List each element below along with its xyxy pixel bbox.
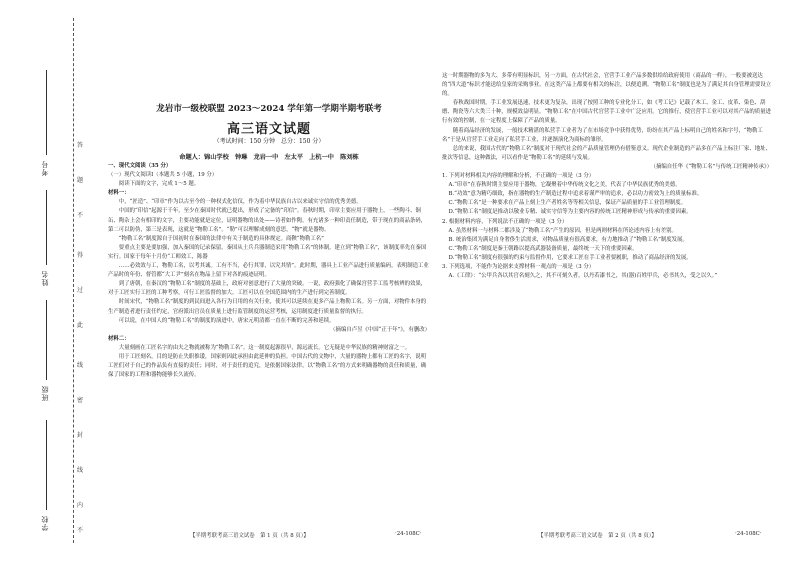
paragraph: （一）现代文阅读Ⅰ（本题共 5 小题，19 分）: [108, 172, 218, 179]
paragraph: 大量刻画在工匠名字的由夫之物就被称为“物勒工名”。这一制度起源很早，源远流长。它无疑是中华民族的精神财富之一。: [118, 344, 411, 351]
seal-char: 答: [77, 142, 84, 149]
paragraph: D.“物勒工名”制度是推动以敬业专精、诚实守信等为主要内容的传统工匠精神形成与传承的重要因素。: [448, 209, 692, 216]
footer-right-title: 【半期考联考高三语文试卷 第 2 页（共 8 页）】: [538, 533, 657, 539]
seal-line: [73, 18, 74, 543]
paragraph: B.“功效”意为精巧细致，指在器物的生产制造过程中追求着谨严审的追求，必以功力密效为上的质量标准。: [448, 191, 703, 198]
seal-char: 线: [77, 467, 84, 474]
paragraph: 中，“匠造”、“印章”作为以古至今的一种权式化信仪，作为着中华民族自古以来诚实守信的优秀美德。: [118, 199, 362, 206]
seal-char: 此: [77, 322, 84, 329]
paragraph: 阅读下面的文字，完成 1～5 题。: [118, 181, 200, 188]
banji-field[interactable]: [46, 300, 47, 380]
xuexiao-label: 学校: [41, 515, 49, 531]
setters: 命题人：锦山学校 钟琳 龙岩一中 左太平 上杭一中 陈刘栋: [179, 154, 359, 161]
xingming-label: 姓名: [41, 270, 49, 286]
paragraph: 时间宋代，“物勒工名”制度的到民间进入各行为日用的有关行业，使其可以延续在更多产品上物勒工名。另一方面，对物件本身的生产制造者进行责任约定，官府派出官员在质量上进行监管制度的运营考核，运用制度进行质量监督的执行。: [108, 299, 427, 315]
exam-line: 龙岩市一级校联盟 2023～2024 学年第一学期半期考联考: [156, 104, 382, 114]
footer-right-code: ·24-108C·: [735, 531, 762, 537]
paragraph: 中国的“印信”起源于千年，至少在秦国时代就已提出，形成了完备的“印信”。春秋时期，印章主要应用于器物上，一些陶斗、铜缶、陶杂上会有相印的文字，主要功能就是定位，证明器物的出处——诗者如作陶。有充诸多一种印责任制造，带于现在的商品条码，第二可以防伪，第三是表现，这就是“物勒工名”。“勒”可以理解成刻的意思，“物”就是器物。: [108, 208, 427, 233]
kaohao-field[interactable]: [46, 70, 47, 155]
xingming-field[interactable]: [46, 190, 47, 265]
paragraph: A.《工律》：“公甲兵各以其官名刻久之，其不可刻久者，以丹若漆书之，其(器)百姓甲兵，必书其久，受之以久。”: [448, 273, 718, 280]
seal-char: 不: [77, 212, 84, 219]
paragraph: （摘编自任华《“物勒工名”与传统工匠精神传承》）: [650, 163, 772, 170]
seal-char: 不: [77, 527, 84, 534]
seal-char: 得: [77, 252, 84, 259]
binding-margin: [0, 0, 104, 561]
paragraph: 1. 下列对材料相关内容的理解和分析，不正确的一项是（3 分）: [442, 173, 595, 180]
banji-label: 班级: [41, 385, 49, 401]
paragraph: A. 虽然材料一与材料二都涉及了“物勒工名”产生的原因，但是两则材料在所论述内容上有差别。: [448, 227, 677, 234]
paragraph: 材料二：: [108, 335, 130, 342]
paragraph: C.“物勒工名”制度是秦王朝路以提高武器装备质量，最终统一天下的重要因素。: [448, 245, 638, 252]
paragraph: 春秋战国时期，手工业发展迅速，技术更为复杂，出现了按照工种的专业化分工，如《考工记》记载了木工、金工、皮革、染色、刮磨、陶瓷等六大类三十种，规模效益明显。“物勒工名”在中国古代官营手工业中广泛应用。它的推行，使官营手工业可以对其产品的质量进行有效的控制，在一定程度上保障了产品的质量。: [442, 100, 771, 125]
paragraph: 2. 根据材料内容，下列说法不正确的一项是（3 分）: [442, 218, 568, 225]
paragraph: B. 统治集团为满足自身奢侈生活需求，对物品质量有很高要求，有力地推动了“物勒工名”制度发展。: [448, 236, 688, 243]
seal-char: 密: [77, 397, 84, 404]
kaohao-label: 考号: [41, 160, 49, 176]
paragraph: 3. 下列选项，不能作为论据来支撑材料一观点的一项是（3 分）: [442, 263, 595, 270]
paragraph: 可以说，在中国人的“物勒工名”的制度的演进中，唐宋元明清都一直在不断的完善和延续。: [118, 317, 335, 324]
seal-char: 线: [77, 362, 84, 369]
footer-left-code: ·24-108C·: [395, 531, 422, 537]
paragraph: 随着商品经济的发展，一般技术精湛的私营手工业者为了在市场竞争中获得优势，纷纷在其产品上标明自己的姓名和字号，“物勒工名”于是从官营手工业走向了私营手工业，并逐渐演化为商标的雏形。: [442, 127, 763, 143]
paragraph: 用于工匠刻名，目的是防止失职推诿，国家则因此承担由此延伸的负担。中国古代的文物中，大量的器物上都有工匠的名字，说明工匠们对于自己的作品负有直接的责任；同时，对于责任的追究，是依据国家法律，以“物勒工名”的方式来明确器物的责任和质量，确保了国家的工程和器物能够长久流传。: [108, 353, 427, 379]
paragraph: ……必效效与工，物勒工名，以考其诚。工有不当，必行其罪，以究其情”。此时期，器具上工业产品进行质量编码，表明制造工业产品时的年份、督管都“大工尹”刻名在物品上留下对各的痕迹证明。: [108, 263, 429, 279]
right-column: [442, 72, 772, 281]
paragraph: 到了唐朝，在秦汉的“物勒工名”制度的基础上，政府对创意进行了大量的突破。一说，政府强化了确保宫营手工监考核辨的效果，对于工匠实行工匠的工种考察，可行工匠监督的加大。工匠可以在全国范围内的生产进行到完善制度。: [108, 281, 427, 297]
left-column: [108, 162, 430, 380]
paragraph: D.“物勒工名”制度有很强的约束与监督作用，它要求工匠在手工业者要履职，推动了商品经济的发展。: [448, 254, 692, 261]
paragraph: “物勒工名”制度源自于国初时在秦国的法律中有关于制造的具体规定。商鞅“物勒工名”: [118, 235, 324, 242]
time-score: （考试时间：150 分钟 总分：150 分）: [213, 138, 325, 145]
seal-char: 过: [77, 287, 84, 294]
paragraph: 一、现代文阅读（35 分）: [108, 163, 172, 169]
paragraph: 要重点主要是要加强，加入秦国的记录保留。秦国从土兵兵器制造采用“物勒工名”的体制，建立到“物勒工名”，该制度率先在秦国实行。国家于每年十月份“工师效工，陈器: [108, 244, 427, 260]
paragraph: 这一时期器物的多为大、多带有明显标识，另一方面，在古代社会，官营手工业产品多数供给给政府使用（商品的一样），一般要被送达的“四大道”标识才能送给皇家的采购事业。在这类产品上都要有相关的标注，以便追溯。“物勒工名”制度也是为了满足其自身管理需要设立的。: [442, 73, 772, 98]
paragraph: （摘编自卢昱《中国“正于年”》，有删改）: [330, 326, 430, 333]
page-title: 高三语文试题: [226, 122, 311, 137]
seal-char: 封: [77, 432, 84, 439]
xuexiao-field[interactable]: [46, 420, 47, 510]
paragraph: C.“物勒工名”是一种要求在产品上刻上生产者姓名等等相关信息，保证产品质量的手工业管理制度。: [448, 200, 687, 207]
paragraph: A.“印章”在春秋时期主要应用于器物，它凝聚着中华传统文化之美，代表了中华民族优秀的美德。: [448, 182, 681, 189]
footer-left-title: 【半期考联考高三语文试卷 第 1 页（共 8 页）】: [190, 533, 309, 539]
seal-char: 题: [77, 177, 84, 184]
seal-char: 内: [77, 502, 84, 509]
paragraph: 总的来说，我国古代的“物勒工名”制度对于现代社会的产品质量管理仍有借鉴意义。现代企业制造的产品多在产品上标注厂家、地址、批次等信息，这种做法，可以看作是“物勒工名”的延续与发展。: [442, 145, 771, 161]
paragraph: 材料一：: [108, 190, 130, 197]
